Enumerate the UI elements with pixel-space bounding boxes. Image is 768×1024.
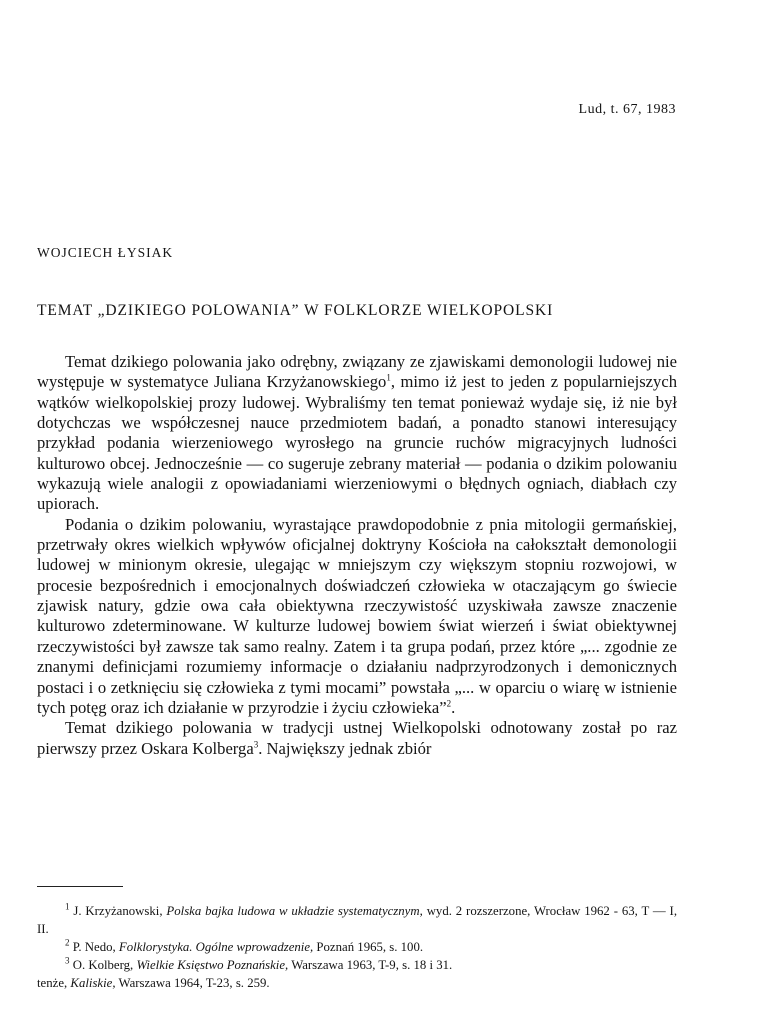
- paragraph-text: , mimo iż jest to jeden z popularniejszych wątków wielkopolskiej prozy ludowej. Wybraliśmy ten temat ponieważ wydaje się, iż nie był dotychczas we współczesnej nauce przedmiotem badań, a ponadto stanowi interesujący przykład podania wierzeniowego wyrosłego na gruncie ruchów migracyjnych ludności kulturowo obcej. Jednocześnie — co sugeruje zebrany materiał — podania o dzikim polowaniu wykazują wiele analogii z opowiadaniami wierzeniowymi o błędnych ogniach, diabłach czy upiorach.: [37, 372, 677, 514]
- article-body: [37, 352, 677, 759]
- footnotes: [37, 902, 677, 992]
- footnote-details: Warszawa 1963, T-9, s. 18 i 31.: [291, 958, 453, 972]
- footnote-ref: 1: [386, 372, 391, 383]
- footnote: [37, 902, 677, 938]
- footnote-number: 2: [65, 937, 70, 948]
- footnote-ref: 3: [253, 739, 259, 749]
- footnote-divider: [37, 886, 123, 887]
- footnote-details: wyd. 2 rozszerzone, Wrocław 1962 - 63, T — I, II.: [37, 904, 678, 936]
- article-title: TEMAT „DZIKIEGO POLOWANIA” W FOLKLORZE WIELKOPOLSKI: [37, 302, 554, 319]
- footnote: [37, 956, 677, 974]
- paragraph-text: Temat dzikiego polowania w tradycji ustnej Wielkopolski odnotowany został po raz pierwszy przez Oskara Kolberga: [37, 718, 677, 758]
- footnote-author: J. Krzyżanowski,: [73, 904, 163, 918]
- paragraph-text: . Największy jednak zbiór: [258, 738, 432, 758]
- footnote-author: O. Kolberg,: [72, 958, 134, 972]
- footnote-number: 3: [65, 955, 70, 966]
- footnote-title: Folklorystyka. Ogólne wprowadzenie,: [118, 940, 314, 954]
- footnote-continuation: [37, 974, 677, 992]
- footnote: [37, 938, 677, 956]
- footnote-title: Polska bajka ludowa w układzie systematycznym,: [166, 904, 423, 918]
- paragraph: [37, 352, 677, 515]
- footnote-ref: 2: [446, 698, 452, 709]
- footnote-details: Warszawa 1964, T-23, s. 259.: [118, 976, 270, 990]
- footnote-author: P. Nedo,: [72, 940, 116, 954]
- footnote-number: 1: [65, 901, 70, 912]
- footnote-title: Kaliskie,: [70, 976, 116, 990]
- paragraph-text: Temat dzikiego polowania jako odrębny, związany ze zjawiskami demonologii ludowej nie występuje w systematyce Juliana Krzyżanowskiego: [37, 352, 677, 392]
- paragraph: [37, 515, 677, 718]
- paragraph: [37, 718, 677, 759]
- footnote-author: tenże,: [37, 976, 68, 990]
- paragraph-text: .: [451, 697, 456, 717]
- author-name: WOJCIECH ŁYSIAK: [37, 245, 174, 260]
- paragraph-text: Podania o dzikim polowaniu, wyrastające prawdopodobnie z pnia mitologii germańskiej, przetrwały okres wielkich wpływów oficjalnej doktryny Kościoła na całokształt demonologii ludowej w minionym okresie, ulegając w mniejszym czy większym stopniu rozwojowi, w procesie bezpośrednich i emocjonalnych doświadczeń człowieka w otaczającym go świecie zjawisk natury, gdzie owa cała obiektywna rzeczywistość uzyskiwała zawsze znaczenie kulturowo zdeterminowane. W kulturze ludowej bowiem świat wierzeń i świat obiektywnej rzeczywistości był zawsze tak samo realny. Zatem i ta grupa podań, przez które „... zgodnie ze znanymi definicjami rozumiemy informacje o działaniu nadprzyrodzonych i demonicznych postaci i o zetknięciu się człowieka z tymi mocami” powstała „... w oparciu o wiarę w istnienie tych potęg oraz ich działanie w przyrodzie i życiu człowieka”: [37, 514, 677, 717]
- footnote-title: Wielkie Księstwo Poznańskie,: [136, 958, 289, 972]
- journal-reference: Lud, t. 67, 1983: [578, 102, 676, 117]
- footnote-details: Poznań 1965, s. 100.: [316, 940, 424, 954]
